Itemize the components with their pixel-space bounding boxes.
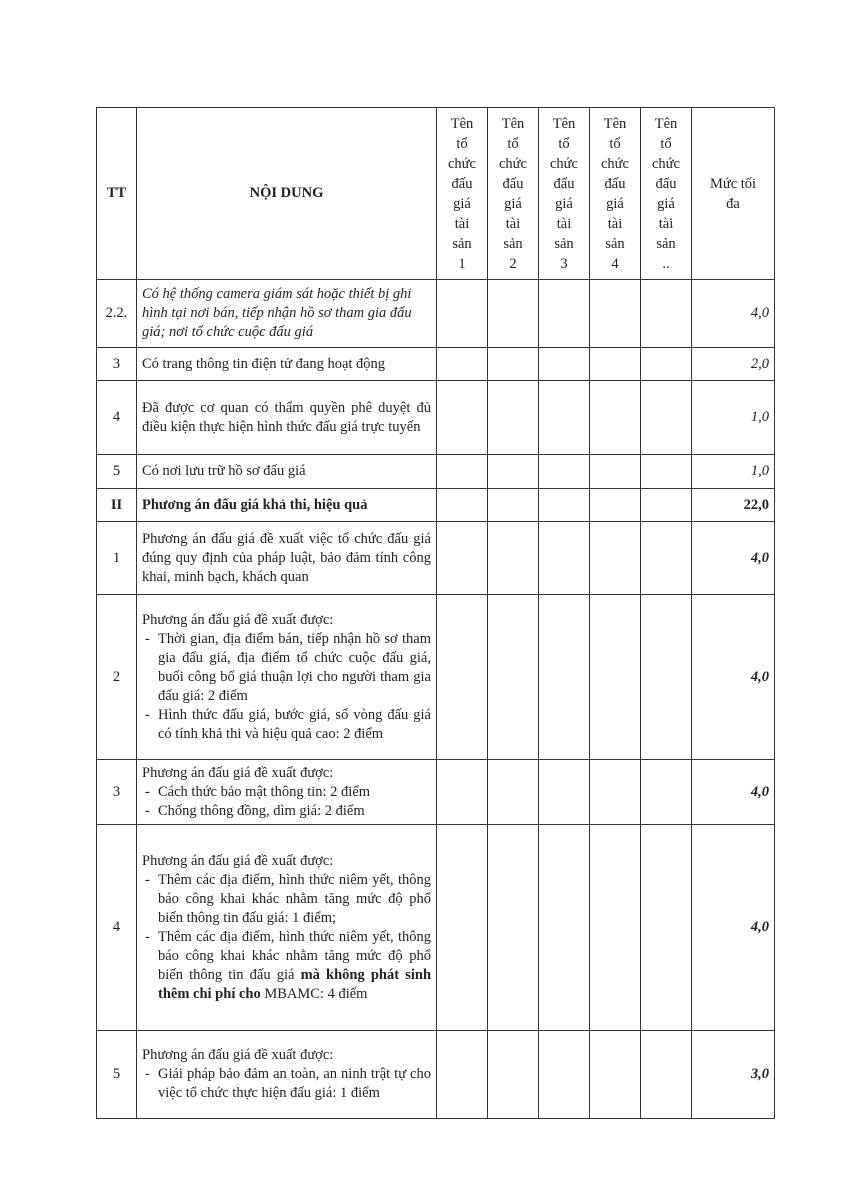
org-cell bbox=[488, 522, 539, 595]
table-row bbox=[97, 381, 775, 455]
org-cell bbox=[539, 489, 590, 522]
org-cell bbox=[437, 522, 488, 595]
row-tt: 2.2. bbox=[97, 280, 137, 348]
header-org-5: Tên tổ chức đấu giá tài sản .. bbox=[641, 108, 692, 280]
org-cell bbox=[641, 455, 692, 489]
row-content: Phương án đấu giá đề xuất việc tổ chức đấu giá đúng quy định của pháp luật, bảo đảm tính công khai, minh bạch, khách quan bbox=[137, 522, 437, 595]
table-row bbox=[97, 348, 775, 381]
org-cell bbox=[539, 280, 590, 348]
org-cell bbox=[539, 595, 590, 760]
org-cell bbox=[437, 825, 488, 1031]
row-score: 4,0 bbox=[692, 522, 775, 595]
org-cell bbox=[488, 595, 539, 760]
list-item: - Thêm các địa điểm, hình thức niêm yết, thông báo công khai khác nhằm tăng mức độ phổ biến thông tin đấu giá: 1 điểm; bbox=[142, 871, 431, 928]
org-cell bbox=[590, 760, 641, 825]
header-muc-toi-da: Mức tối đa bbox=[692, 108, 775, 280]
org-cell bbox=[488, 381, 539, 455]
section-row bbox=[97, 489, 775, 522]
org-cell bbox=[437, 489, 488, 522]
table-row bbox=[97, 595, 775, 760]
org-cell bbox=[590, 522, 641, 595]
row-score: 4,0 bbox=[692, 595, 775, 760]
org-cell bbox=[590, 381, 641, 455]
table-row bbox=[97, 455, 775, 489]
list-item: - Cách thức bảo mật thông tin: 2 điểm bbox=[142, 783, 431, 802]
org-cell bbox=[488, 760, 539, 825]
row-items bbox=[142, 630, 431, 744]
org-cell bbox=[437, 595, 488, 760]
org-cell bbox=[590, 1031, 641, 1119]
org-cell bbox=[590, 595, 641, 760]
row-intro: Phương án đấu giá đề xuất được: bbox=[142, 852, 334, 869]
row-items bbox=[142, 1065, 431, 1103]
org-cell bbox=[641, 522, 692, 595]
table-row bbox=[97, 522, 775, 595]
org-cell bbox=[590, 280, 641, 348]
org-cell bbox=[590, 455, 641, 489]
org-cell bbox=[539, 825, 590, 1031]
row-content bbox=[137, 825, 437, 1031]
header-org-4: Tên tổ chức đấu giá tài sản 4 bbox=[590, 108, 641, 280]
org-cell bbox=[590, 825, 641, 1031]
row-score: 3,0 bbox=[692, 1031, 775, 1119]
row-content: Đã được cơ quan có thẩm quyền phê duyệt đủ điều kiện thực hiện hình thức đấu giá trực tuyến bbox=[137, 381, 437, 455]
org-cell bbox=[641, 381, 692, 455]
row-score: 22,0 bbox=[692, 489, 775, 522]
org-cell bbox=[488, 1031, 539, 1119]
row-content: Có hệ thống camera giám sát hoặc thiết bị ghi hình tại nơi bán, tiếp nhận hồ sơ tham gia đấu giá; nơi tổ chức cuộc đấu giá bbox=[137, 280, 437, 348]
org-cell bbox=[641, 280, 692, 348]
org-cell bbox=[539, 1031, 590, 1119]
list-item: - Thêm các địa điểm, hình thức niêm yết, thông báo công khai khác nhằm tăng mức độ phổ biến thông tin đấu giá mà không phát sinh thêm chi phí cho MBAMC: 4 điểm bbox=[142, 928, 431, 1004]
org-cell bbox=[539, 522, 590, 595]
row-tt: 4 bbox=[97, 381, 137, 455]
org-cell bbox=[437, 1031, 488, 1119]
header-noi-dung: NỘI DUNG bbox=[137, 108, 437, 280]
row-tt: 1 bbox=[97, 522, 137, 595]
org-cell bbox=[590, 489, 641, 522]
org-cell bbox=[488, 489, 539, 522]
org-cell bbox=[539, 760, 590, 825]
table-row bbox=[97, 1031, 775, 1119]
row-tt: 2 bbox=[97, 595, 137, 760]
row-content bbox=[137, 760, 437, 825]
org-cell bbox=[641, 760, 692, 825]
org-cell bbox=[437, 280, 488, 348]
header-org-2: Tên tổ chức đấu giá tài sản 2 bbox=[488, 108, 539, 280]
list-item: - Giải pháp bảo đảm an toàn, an ninh trật tự cho việc tổ chức thực hiện đấu giá: 1 điểm bbox=[142, 1065, 431, 1103]
row-content bbox=[137, 595, 437, 760]
org-cell bbox=[488, 280, 539, 348]
org-cell bbox=[488, 348, 539, 381]
row-items bbox=[142, 783, 431, 821]
header-tt: TT bbox=[97, 108, 137, 280]
org-cell bbox=[641, 489, 692, 522]
org-cell bbox=[437, 381, 488, 455]
row-score: 1,0 bbox=[692, 455, 775, 489]
org-cell bbox=[437, 348, 488, 381]
bold-emphasis: mà không phát sinh thêm chi phí cho bbox=[158, 966, 432, 1002]
header-org-3: Tên tổ chức đấu giá tài sản 3 bbox=[539, 108, 590, 280]
table-row bbox=[97, 280, 775, 348]
org-cell bbox=[641, 825, 692, 1031]
evaluation-table bbox=[96, 107, 775, 1119]
org-cell bbox=[539, 381, 590, 455]
header-org-1: Tên tổ chức đấu giá tài sản 1 bbox=[437, 108, 488, 280]
org-cell bbox=[488, 455, 539, 489]
row-tt: 5 bbox=[97, 1031, 137, 1119]
org-cell bbox=[641, 1031, 692, 1119]
org-cell bbox=[488, 825, 539, 1031]
table-row bbox=[97, 825, 775, 1031]
row-tt: 5 bbox=[97, 455, 137, 489]
org-cell bbox=[539, 348, 590, 381]
row-intro: Phương án đấu giá đề xuất được: bbox=[142, 764, 334, 781]
org-cell bbox=[539, 455, 590, 489]
row-score: 4,0 bbox=[692, 280, 775, 348]
list-item: - Hình thức đấu giá, bước giá, số vòng đấu giá có tính khả thi và hiệu quả cao: 2 điểm bbox=[142, 706, 431, 744]
header-row bbox=[97, 108, 775, 280]
row-content: Phương án đấu giá khả thi, hiệu quả bbox=[137, 489, 437, 522]
row-intro: Phương án đấu giá đề xuất được: bbox=[142, 1047, 334, 1063]
row-content bbox=[137, 1031, 437, 1119]
list-item: - Thời gian, địa điểm bán, tiếp nhận hồ sơ tham gia đấu giá, địa điểm tổ chức cuộc đấu giá, buổi công bố giá thuận lợi cho người tham gia đấu giá: 2 điểm bbox=[142, 630, 431, 706]
row-intro: Phương án đấu giá đề xuất được: bbox=[142, 611, 334, 628]
org-cell bbox=[590, 348, 641, 381]
row-content: Có trang thông tin điện tử đang hoạt động bbox=[137, 348, 437, 381]
row-score: 4,0 bbox=[692, 825, 775, 1031]
row-score: 1,0 bbox=[692, 381, 775, 455]
row-score: 2,0 bbox=[692, 348, 775, 381]
row-tt: II bbox=[97, 489, 137, 522]
list-item: - Chống thông đồng, dìm giá: 2 điểm bbox=[142, 802, 431, 821]
row-tt: 3 bbox=[97, 348, 137, 381]
row-score: 4,0 bbox=[692, 760, 775, 825]
row-items bbox=[142, 871, 431, 1004]
org-cell bbox=[437, 760, 488, 825]
row-tt: 4 bbox=[97, 825, 137, 1031]
table-row bbox=[97, 760, 775, 825]
row-tt: 3 bbox=[97, 760, 137, 825]
row-content: Có nơi lưu trữ hồ sơ đấu giá bbox=[137, 455, 437, 489]
org-cell bbox=[641, 595, 692, 760]
org-cell bbox=[641, 348, 692, 381]
org-cell bbox=[437, 455, 488, 489]
